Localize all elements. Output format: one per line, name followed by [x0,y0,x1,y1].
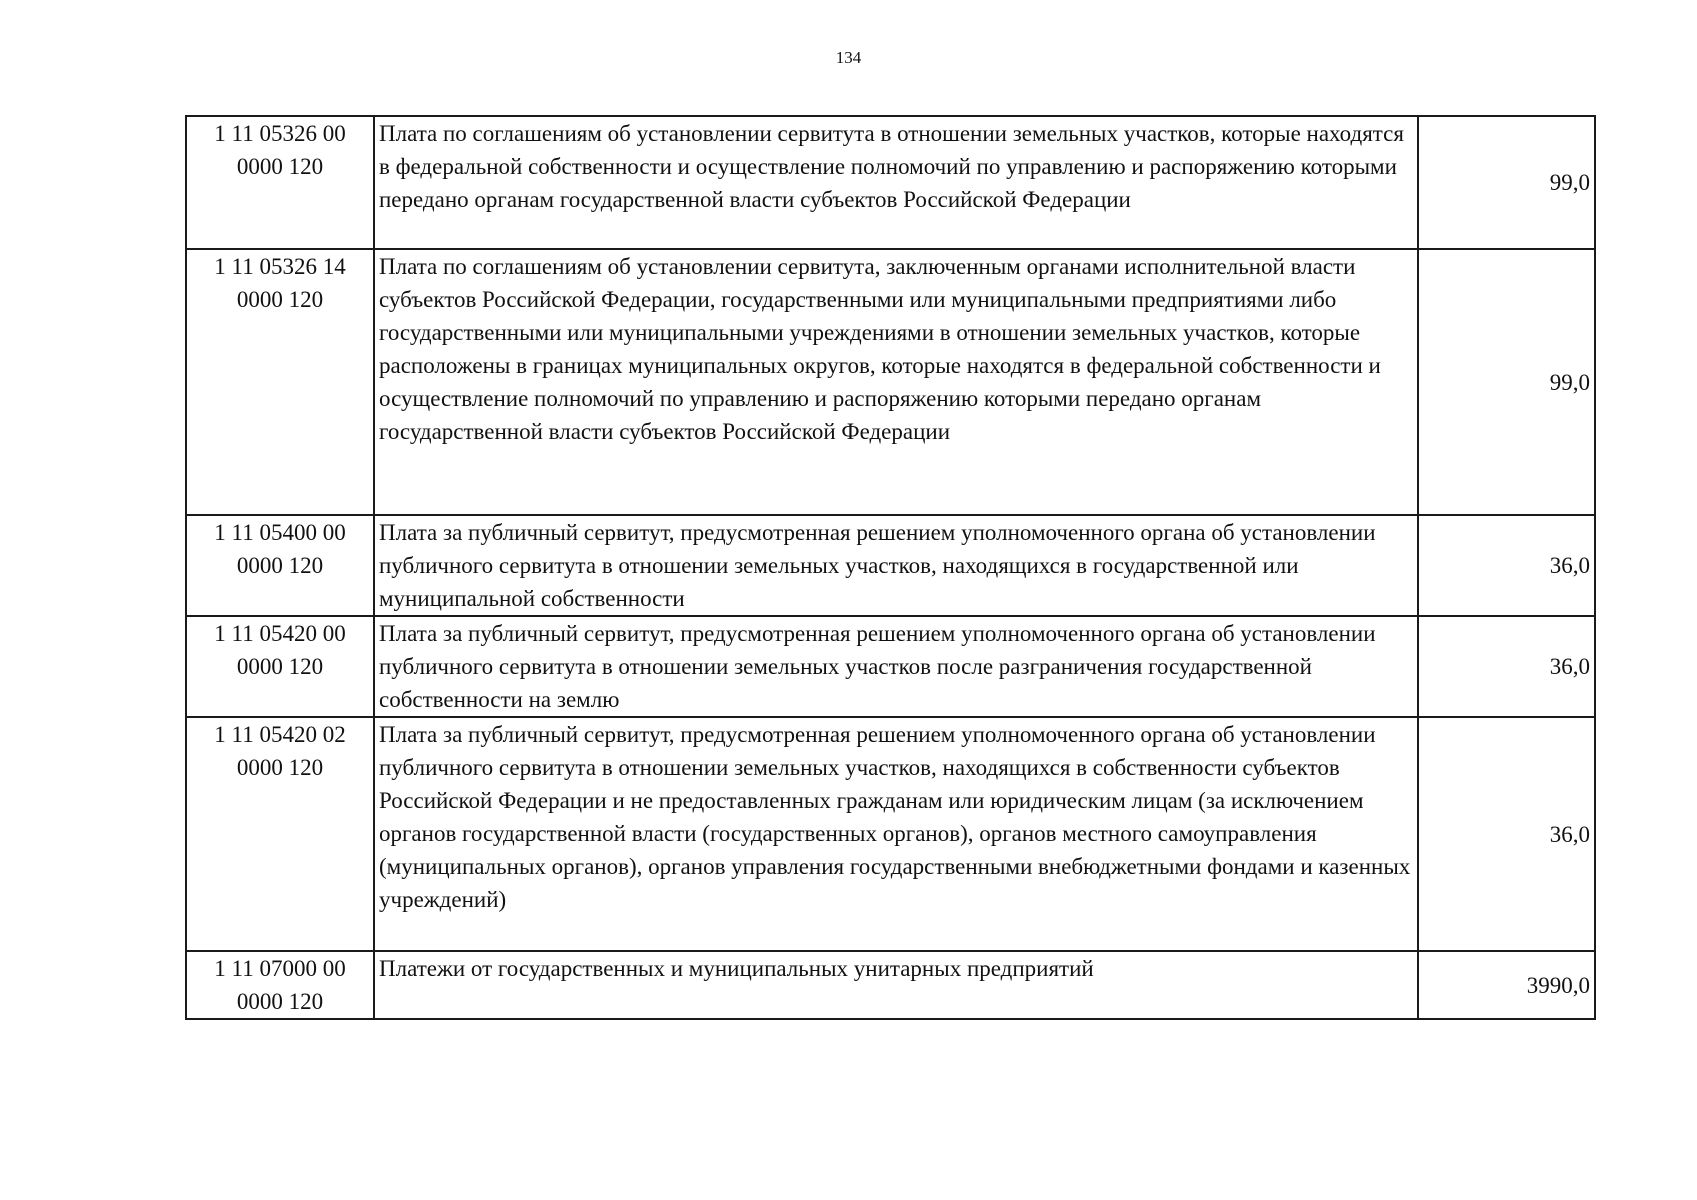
amount-cell: 99,0 [1418,249,1595,515]
budget-code-line: 0000 120 [236,654,324,679]
table-row [186,116,1595,249]
budget-code-cell [186,249,374,515]
budget-code-line: 0000 120 [236,287,324,312]
budget-code-cell [186,616,374,717]
budget-code-line: 0000 120 [236,154,324,179]
amount-cell: 99,0 [1418,116,1595,249]
page-number: 134 [835,48,862,67]
amount-cell: 36,0 [1418,616,1595,717]
description-cell: Плата за публичный сервитут, предусмотренная решением уполномоченного органа об установлении публичного сервитута в отношении земельных участков после разграничения государственной собственности на землю [374,616,1418,717]
budget-code-cell [186,951,374,1019]
budget-code-line: 1 11 05326 00 [214,121,346,146]
budget-code-line: 0000 120 [236,989,324,1014]
description-cell: Плата по соглашениям об установлении сервитута, заключенным органами исполнительной власти субъектов Российской Федерации, государственными или муниципальными предприятиями либо государственными или муниципальными учреждениями в отношении земельных участков, которые расположены в границах муниципальных округов, которые находятся в федеральной собственности и осуществление полномочий по управлению и распоряжению которыми передано органам государственной власти субъектов Российской Федерации [374,249,1418,515]
table-row [186,249,1595,515]
amount-cell: 3990,0 [1418,951,1595,1019]
description-cell: Платежи от государственных и муниципальных унитарных предприятий [374,951,1418,1019]
table-row [186,515,1595,616]
budget-code-line: 1 11 05420 02 [214,722,346,747]
budget-code-line: 1 11 05326 14 [214,254,346,279]
table-row [186,717,1595,951]
amount-cell: 36,0 [1418,515,1595,616]
budget-code-cell [186,116,374,249]
description-cell: Плата по соглашениям об установлении сервитута в отношении земельных участков, которые находятся в федеральной собственности и осуществление полномочий по управлению и распоряжению которыми передано органам государственной власти субъектов Российской Федерации [374,116,1418,249]
budget-code-line: 0000 120 [236,755,324,780]
budget-code-cell [186,515,374,616]
amount-cell: 36,0 [1418,717,1595,951]
budget-code-line: 1 11 05420 00 [214,621,346,646]
table-row [186,616,1595,717]
description-cell: Плата за публичный сервитут, предусмотренная решением уполномоченного органа об установлении публичного сервитута в отношении земельных участков, находящихся в государственной или муниципальной собственности [374,515,1418,616]
table-row [186,951,1595,1019]
budget-code-line: 1 11 07000 00 [214,956,346,981]
budget-revenue-table [185,115,1596,1020]
budget-code-cell [186,717,374,951]
budget-code-line: 0000 120 [236,553,324,578]
description-cell: Плата за публичный сервитут, предусмотренная решением уполномоченного органа об установлении публичного сервитута в отношении земельных участков, находящихся в собственности субъектов Российской Федерации и не предоставленных гражданам или юридическим лицам (за исключением органов государственной власти (государственных органов), органов местного самоуправления (муниципальных органов), органов управления государственными внебюджетными фондами и казенных учреждений) [374,717,1418,951]
budget-code-line: 1 11 05400 00 [214,520,346,545]
